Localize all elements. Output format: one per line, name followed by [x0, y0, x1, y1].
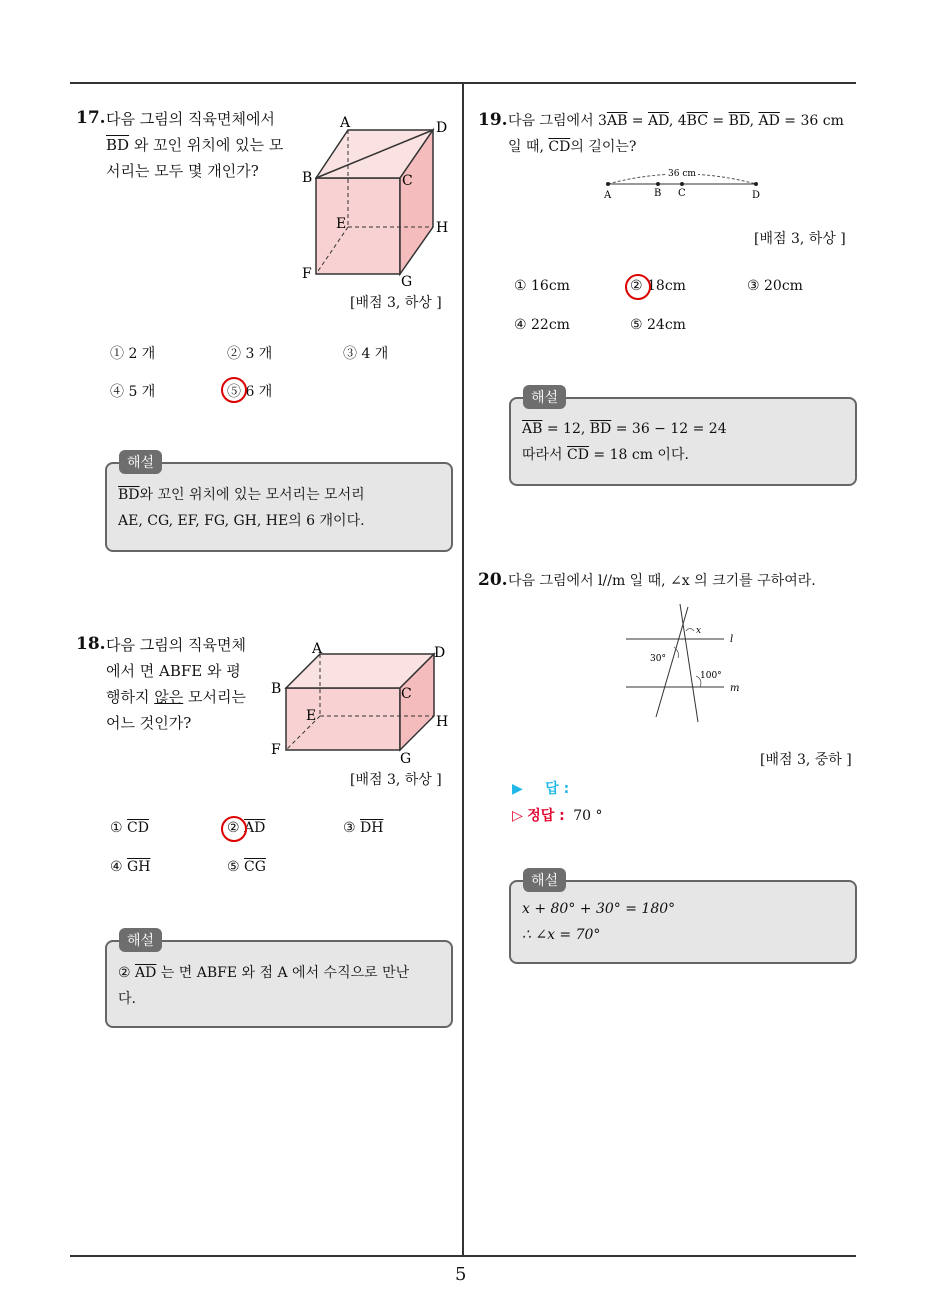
q17-label-e: E: [336, 216, 347, 232]
q18-label-b: B: [271, 681, 282, 697]
q17-answer-mark: [221, 377, 247, 403]
q20-number: 20.: [478, 570, 508, 590]
q18-solution-tag: 해설: [119, 928, 162, 952]
q17-label-a: A: [340, 115, 351, 131]
q20-solution-text: x + 80° + 30° = 180° ∴ ∠x = 70°: [522, 901, 676, 943]
bottom-rule: [70, 1255, 856, 1257]
q18-label-g: G: [400, 751, 412, 767]
q17-score: [배점 3, 하상 ]: [350, 295, 442, 311]
q17-label-c: C: [402, 173, 413, 189]
q19-segment-figure: [596, 164, 776, 206]
q17-option-2[interactable]: ② 3 개: [227, 346, 273, 362]
q19-text: 다음 그림에서 $3\overline{AB} = \overline{AD}$, $4\overline{BC} = \overline{BD}$, $\overline{AD} = 36$ cm 일 때, $\overline{CD}$의 길이는?: [508, 113, 844, 155]
q17-label-d: D: [436, 120, 448, 136]
q18-label-a: A: [312, 641, 323, 657]
q18-score: [배점 3, 하상 ]: [350, 772, 442, 788]
q18-option-2[interactable]: ② $\overline{AD}$: [227, 820, 266, 836]
q17-line1: 다음 그림의 직육면체에서: [106, 110, 275, 128]
play-outline-icon: ▷: [512, 808, 523, 824]
page-number: 5: [455, 1264, 467, 1285]
q17-option-3[interactable]: ③ 4 개: [343, 346, 389, 362]
q20-label-x: x: [696, 626, 702, 636]
q18-text: 다음 그림의 직육면체 에서 면 ABFE 와 평 행하지 않은 모서리는 어느 것인가?: [106, 636, 246, 732]
q20-label-30: 30°: [650, 654, 666, 664]
q19-option-1[interactable]: ① 16cm: [514, 278, 570, 294]
q19-option-3[interactable]: ③ 20cm: [747, 278, 803, 294]
q18-solution-text: ② $\overline{AD}$ 는 면 ABFE 와 점 A 에서 수직으로 만난 다.: [118, 965, 410, 1007]
q20-label-100: 100°: [700, 671, 722, 681]
q17-seg-bd: $\overline{BD}$: [106, 136, 130, 154]
q19-point-d: D: [752, 190, 761, 201]
q19-number: 19.: [478, 110, 508, 130]
q17-label-b: B: [302, 170, 313, 186]
q19-length-label: 36 cm: [668, 169, 696, 179]
q20-text: 다음 그림에서 l//m 일 때, ∠x 의 크기를 구하여라.: [508, 573, 816, 589]
q19-point-c: C: [678, 188, 686, 199]
q20-label-l: l: [730, 634, 734, 645]
q18-label-d: D: [434, 645, 446, 661]
q17-line3: 서리는 모두 몇 개인가?: [106, 162, 259, 180]
q18-underlined-word: 않은: [154, 688, 184, 706]
q17-label-f: F: [302, 266, 312, 282]
q19-solution-text: $\overline{AB} = 12$, $\overline{BD} = 36 - 12 = 24$ 따라서 $\overline{CD} = 18$ cm 이다.: [522, 421, 727, 463]
q18-cuboid-figure: [268, 638, 458, 768]
play-filled-icon: ▶: [512, 781, 523, 797]
q19-point-a: A: [604, 190, 612, 201]
q19-answer-mark: [625, 274, 651, 300]
q18-label-e: E: [306, 708, 317, 724]
q18-number: 18.: [76, 634, 106, 654]
q18-label-c: C: [401, 686, 412, 702]
column-divider: [462, 83, 464, 1256]
q19-score: [배점 3, 하상 ]: [754, 231, 846, 247]
q17-label-g: G: [401, 274, 413, 290]
q20-answer-label: 답 :: [545, 781, 570, 797]
q18-answer-mark: [221, 816, 247, 842]
q19-option-4[interactable]: ④ 22cm: [514, 317, 570, 333]
q17-cuboid-figure: [298, 112, 458, 292]
q17-option-5[interactable]: ⑤ 6 개: [227, 384, 273, 400]
q17-option-1[interactable]: ① 2 개: [110, 346, 156, 362]
q20-score: [배점 3, 중하 ]: [760, 752, 852, 768]
q17-label-h: H: [436, 220, 449, 236]
q18-option-4[interactable]: ④ $\overline{GH}$: [110, 859, 151, 875]
q19-option-2[interactable]: ② 18cm: [630, 278, 686, 294]
q20-answer-row: [512, 778, 569, 798]
q20-label-m: m: [730, 683, 740, 694]
q20-correct-label: 정답 :: [527, 808, 565, 824]
q19-option-5[interactable]: ⑤ 24cm: [630, 317, 686, 333]
q18-option-5[interactable]: ⑤ $\overline{CG}$: [227, 859, 266, 875]
q20-correct-row: [512, 805, 602, 825]
q18-label-f: F: [271, 742, 281, 758]
q18-option-3[interactable]: ③ $\overline{DH}$: [343, 820, 384, 836]
q17-solution-text: $\overline{BD}$와 꼬인 위치에 있는 모서리는 모서리 AE, CG, EF, FG, GH, HE의 6 개이다.: [118, 487, 365, 529]
q17-number: 17.: [76, 108, 106, 128]
q17-option-4[interactable]: ④ 5 개: [110, 384, 156, 400]
q20-parallel-lines-figure: [620, 600, 760, 725]
q17-text: 다음 그림의 직육면체에서 $\overline{BD}$ 와 꼬인 위치에 있는 모 서리는 모두 몇 개인가?: [106, 106, 296, 184]
q17-solution-tag: 해설: [119, 450, 162, 474]
q19-point-b: B: [654, 188, 662, 199]
q18-label-h: H: [436, 714, 449, 730]
q20-solution-tag: 해설: [523, 868, 566, 892]
q19-solution-tag: 해설: [523, 385, 566, 409]
q18-option-1[interactable]: ① $\overline{CD}$: [110, 820, 149, 836]
q20-correct-value: 70 °: [573, 808, 603, 824]
